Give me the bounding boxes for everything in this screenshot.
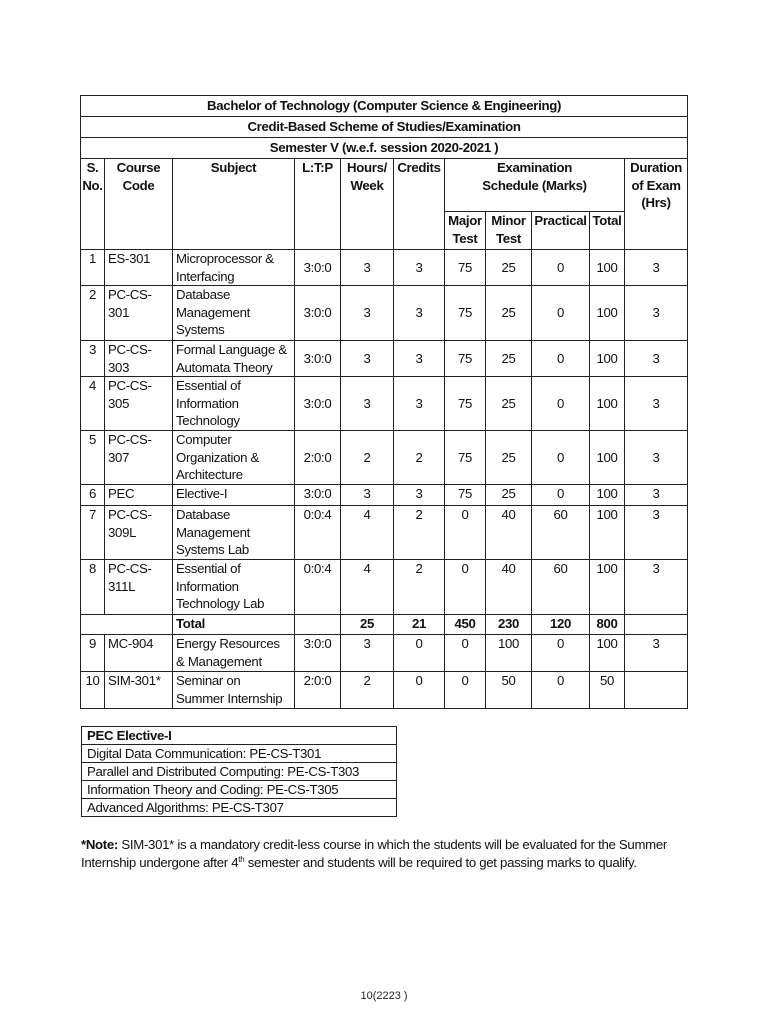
cell-major: 0 <box>445 560 486 615</box>
header-sno: S. No. <box>81 159 105 250</box>
table-row <box>81 485 688 506</box>
cell-sno: 7 <box>81 506 105 560</box>
cell-duration: 3 <box>625 286 688 341</box>
cell-minor: 40 <box>486 506 532 560</box>
cell-code: PEC <box>105 485 173 506</box>
note-paragraph <box>81 836 701 872</box>
table-row <box>81 250 688 286</box>
header-course-code: Course Code <box>105 159 173 250</box>
cell-hours: 3 <box>341 377 394 431</box>
cell-subject: Formal Language & Automata Theory <box>173 341 295 377</box>
table-row <box>81 635 688 672</box>
cell-minor: 25 <box>486 431 532 485</box>
scheme-table <box>80 95 688 709</box>
cell-practical: 60 <box>532 560 590 615</box>
cell-code: MC-904 <box>105 635 173 672</box>
cell-empty <box>81 615 173 635</box>
cell-empty <box>295 615 341 635</box>
elective-item: Parallel and Distributed Computing: PE-CS-T303 <box>82 763 397 781</box>
cell-ltp: 2:0:0 <box>295 431 341 485</box>
cell-subject: Microprocessor & Interfacing <box>173 250 295 286</box>
total-minor: 230 <box>486 615 532 635</box>
cell-sno: 9 <box>81 635 105 672</box>
cell-duration <box>625 672 688 709</box>
cell-subject: Database Management Systems Lab <box>173 506 295 560</box>
cell-sno: 4 <box>81 377 105 431</box>
header-major: Major Test <box>445 212 486 250</box>
header-total: Total <box>590 212 625 250</box>
cell-credits: 0 <box>394 672 445 709</box>
cell-ltp: 3:0:0 <box>295 635 341 672</box>
cell-hours: 2 <box>341 431 394 485</box>
cell-subject: Database Management Systems <box>173 286 295 341</box>
table-row <box>81 431 688 485</box>
cell-practical: 0 <box>532 672 590 709</box>
total-row <box>81 615 688 635</box>
cell-code: ES-301 <box>105 250 173 286</box>
cell-duration: 3 <box>625 377 688 431</box>
semester-heading: Semester V (w.e.f. session 2020-2021 ) <box>81 138 688 159</box>
cell-hours: 4 <box>341 560 394 615</box>
cell-minor: 50 <box>486 672 532 709</box>
cell-code: PC-CS-301 <box>105 286 173 341</box>
note-label: *Note: <box>81 837 119 852</box>
cell-sno: 8 <box>81 560 105 615</box>
cell-hours: 3 <box>341 485 394 506</box>
header-hours: Hours/ Week <box>341 159 394 250</box>
cell-duration: 3 <box>625 485 688 506</box>
cell-total: 50 <box>590 672 625 709</box>
cell-sno: 6 <box>81 485 105 506</box>
header-duration: Duration of Exam (Hrs) <box>625 159 688 250</box>
cell-code: SIM-301* <box>105 672 173 709</box>
cell-practical: 0 <box>532 485 590 506</box>
header-credits: Credits <box>394 159 445 250</box>
cell-duration: 3 <box>625 250 688 286</box>
cell-hours: 3 <box>341 250 394 286</box>
cell-minor: 40 <box>486 560 532 615</box>
cell-subject: Seminar on Summer Internship <box>173 672 295 709</box>
cell-ltp: 3:0:0 <box>295 377 341 431</box>
page-number: 10(2223 ) <box>360 990 408 1002</box>
cell-major: 75 <box>445 377 486 431</box>
cell-ltp: 3:0:0 <box>295 485 341 506</box>
cell-sno: 2 <box>81 286 105 341</box>
cell-major: 0 <box>445 635 486 672</box>
cell-total: 100 <box>590 431 625 485</box>
cell-subject: Elective-I <box>173 485 295 506</box>
cell-subject: Energy Resources & Management <box>173 635 295 672</box>
cell-duration: 3 <box>625 431 688 485</box>
cell-sno: 1 <box>81 250 105 286</box>
cell-total: 100 <box>590 560 625 615</box>
cell-total: 100 <box>590 506 625 560</box>
cell-duration: 3 <box>625 506 688 560</box>
cell-hours: 3 <box>341 341 394 377</box>
cell-ltp: 3:0:0 <box>295 250 341 286</box>
table-row <box>81 341 688 377</box>
cell-ltp: 0:0:4 <box>295 506 341 560</box>
header-subject: Subject <box>173 159 295 250</box>
note-text: SIM-301* is a mandatory credit-less course in which the students will be evaluated for the Summer Internship undergone after 4 <box>81 837 667 870</box>
elective-heading: PEC Elective-I <box>82 727 397 745</box>
cell-total: 100 <box>590 341 625 377</box>
cell-major: 75 <box>445 250 486 286</box>
cell-practical: 0 <box>532 250 590 286</box>
elective-item: Information Theory and Coding: PE-CS-T305 <box>82 781 397 799</box>
cell-code: PC-CS-311L <box>105 560 173 615</box>
cell-sno: 3 <box>81 341 105 377</box>
cell-sno: 10 <box>81 672 105 709</box>
cell-empty <box>625 615 688 635</box>
total-label: Total <box>173 615 295 635</box>
cell-ltp: 3:0:0 <box>295 341 341 377</box>
header-practical: Practical <box>532 212 590 250</box>
cell-major: 75 <box>445 431 486 485</box>
header-exam-schedule: Examination Schedule (Marks) <box>445 159 625 212</box>
cell-total: 100 <box>590 485 625 506</box>
cell-ltp: 0:0:4 <box>295 560 341 615</box>
cell-major: 75 <box>445 286 486 341</box>
total-credits: 21 <box>394 615 445 635</box>
cell-major: 75 <box>445 341 486 377</box>
cell-credits: 3 <box>394 250 445 286</box>
cell-subject: Essential of Information Technology <box>173 377 295 431</box>
cell-duration: 3 <box>625 560 688 615</box>
cell-minor: 25 <box>486 377 532 431</box>
table-row <box>81 377 688 431</box>
cell-credits: 2 <box>394 560 445 615</box>
cell-hours: 3 <box>341 286 394 341</box>
header-minor: Minor Test <box>486 212 532 250</box>
cell-practical: 0 <box>532 377 590 431</box>
cell-duration: 3 <box>625 341 688 377</box>
note-superscript: th <box>238 855 245 864</box>
cell-total: 100 <box>590 250 625 286</box>
cell-practical: 0 <box>532 431 590 485</box>
document-subtitle: Credit-Based Scheme of Studies/Examination <box>81 117 688 138</box>
elective-table <box>81 726 397 817</box>
cell-code: PC-CS-305 <box>105 377 173 431</box>
cell-credits: 2 <box>394 506 445 560</box>
elective-item: Advanced Algorithms: PE-CS-T307 <box>82 799 397 817</box>
cell-minor: 25 <box>486 341 532 377</box>
cell-credits: 2 <box>394 431 445 485</box>
document-title: Bachelor of Technology (Computer Science & Engineering) <box>81 96 688 117</box>
cell-credits: 3 <box>394 377 445 431</box>
cell-credits: 3 <box>394 286 445 341</box>
cell-practical: 0 <box>532 341 590 377</box>
elective-item: Digital Data Communication: PE-CS-T301 <box>82 745 397 763</box>
cell-major: 75 <box>445 485 486 506</box>
cell-ltp: 2:0:0 <box>295 672 341 709</box>
cell-credits: 3 <box>394 341 445 377</box>
cell-code: PC-CS-309L <box>105 506 173 560</box>
cell-minor: 25 <box>486 485 532 506</box>
total-major: 450 <box>445 615 486 635</box>
cell-minor: 25 <box>486 250 532 286</box>
cell-hours: 3 <box>341 635 394 672</box>
cell-total: 100 <box>590 635 625 672</box>
cell-major: 0 <box>445 506 486 560</box>
cell-subject: Essential of Information Technology Lab <box>173 560 295 615</box>
cell-credits: 0 <box>394 635 445 672</box>
cell-sno: 5 <box>81 431 105 485</box>
cell-practical: 0 <box>532 286 590 341</box>
cell-minor: 100 <box>486 635 532 672</box>
cell-hours: 4 <box>341 506 394 560</box>
cell-practical: 0 <box>532 635 590 672</box>
table-row <box>81 286 688 341</box>
cell-code: PC-CS-303 <box>105 341 173 377</box>
total-total: 800 <box>590 615 625 635</box>
cell-subject: Computer Organization & Architecture <box>173 431 295 485</box>
cell-total: 100 <box>590 377 625 431</box>
header-ltp: L:T:P <box>295 159 341 250</box>
cell-minor: 25 <box>486 286 532 341</box>
cell-major: 0 <box>445 672 486 709</box>
cell-practical: 60 <box>532 506 590 560</box>
total-hours: 25 <box>341 615 394 635</box>
table-row <box>81 672 688 709</box>
cell-ltp: 3:0:0 <box>295 286 341 341</box>
note-text-end: semester and students will be required to get passing marks to qualify. <box>244 855 637 870</box>
cell-duration: 3 <box>625 635 688 672</box>
table-row <box>81 506 688 560</box>
cell-hours: 2 <box>341 672 394 709</box>
total-practical: 120 <box>532 615 590 635</box>
table-row <box>81 560 688 615</box>
cell-total: 100 <box>590 286 625 341</box>
cell-credits: 3 <box>394 485 445 506</box>
cell-code: PC-CS-307 <box>105 431 173 485</box>
